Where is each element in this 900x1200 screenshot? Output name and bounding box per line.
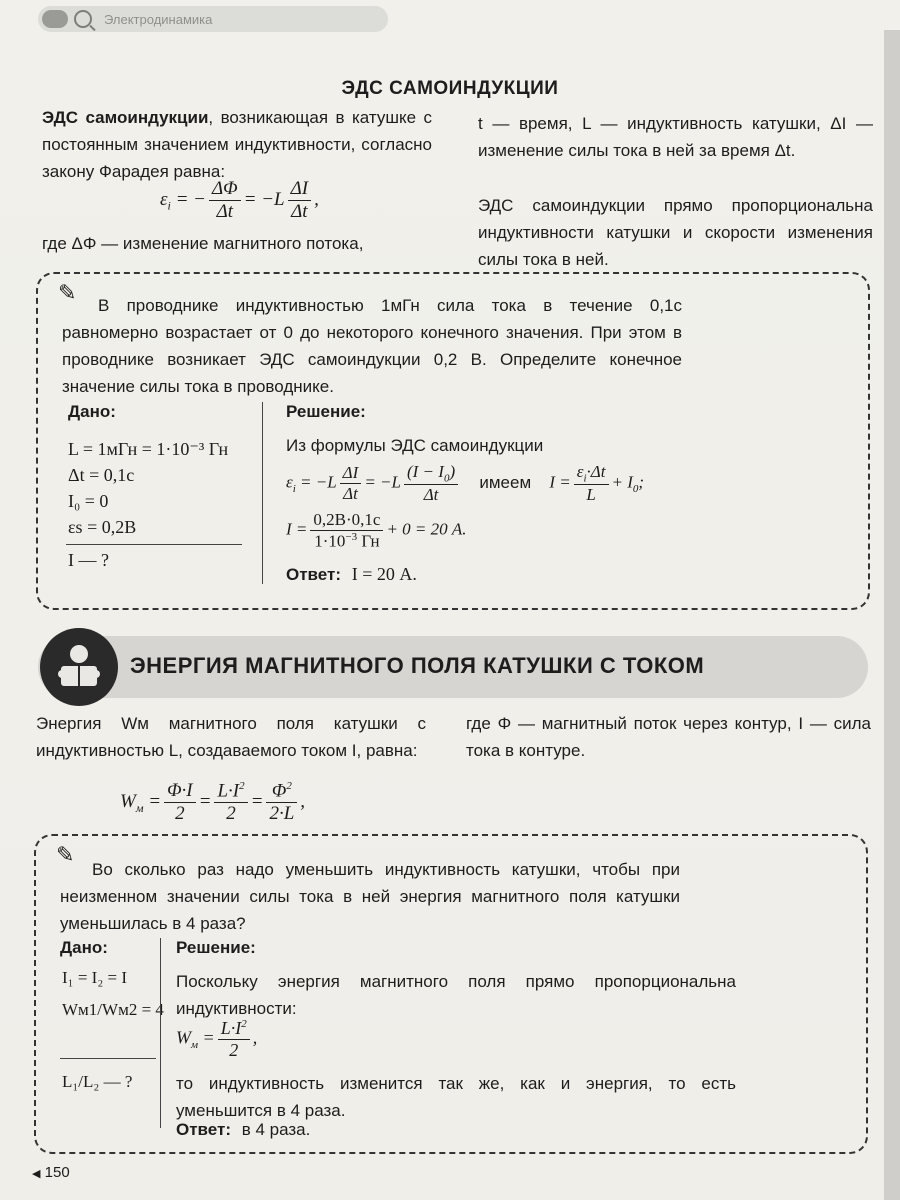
- find-2: L₁/L₂ — ?: [62, 1072, 133, 1091]
- given-list-1: [68, 436, 228, 540]
- given-item: Δt = 0,1с: [68, 465, 135, 485]
- given-title-2: Дано:: [60, 938, 108, 957]
- given-2-currents: I₁ = I₂ = I: [62, 968, 128, 987]
- variables-note: t — время, L — индуктивность катушки, ΔI — изменение силы тока в ней за время Δt.: [478, 114, 873, 160]
- answer-value-2: в 4 раза.: [241, 1120, 311, 1139]
- section-title-emf: ЭДС САМОИНДУКЦИИ: [341, 78, 559, 99]
- solution-2-formula: $W_м$ = $\frac{L\cdot I^2}{2}$ ,: [176, 1018, 258, 1060]
- pencil-icon: ✎: [56, 842, 75, 867]
- page-number: [32, 1164, 70, 1181]
- energy-definition: Энергия Wм магнитного поля катушки с индуктивностью L, создаваемого током I, равна:: [36, 714, 426, 760]
- emf-definition: [42, 104, 432, 185]
- answer-2: [176, 1120, 310, 1140]
- answer-label-2: Ответ:: [176, 1120, 231, 1139]
- page-edge: [884, 30, 900, 1200]
- problem-1-statement: В проводнике индуктивностью 1мГн сила тока в течение 0,1с равномерно возрастает от 0 до некоторого конечного значения. При этом в проводнике возникает ЭДС самоиндукции 0,2 В. Определите конечное значение силы тока в проводнике.: [62, 296, 682, 396]
- solution-1-formula: $\varepsilon_i = -L$ $\frac{\Delta I}{\Delta t}$ = −L $\frac{(I - I_0)}{\Delta t}$ имеем I = $\frac{\varepsilon_i\cdot\Delta t}{L}$ + $I_0$;: [286, 462, 645, 505]
- search-icon: [74, 10, 92, 28]
- given-item: I₀ = 0: [68, 491, 109, 511]
- flux-note: где ΔΦ — изменение магнитного потока,: [42, 234, 364, 253]
- solution-title-2: Решение:: [176, 938, 256, 957]
- emf-definition-text: , возникающая в катушке с постоянным значением индуктивности, согласно закону Фарадея равна:: [42, 108, 433, 181]
- reader-icon: [40, 628, 118, 706]
- given-title-1: Дано:: [68, 402, 116, 421]
- answer-1: [286, 564, 417, 585]
- given-separator-1: [66, 544, 242, 545]
- page-number-text: 150: [44, 1164, 70, 1181]
- faraday-formula: $\varepsilon_i$ = − $\frac{\Delta\Phi}{\Delta t}$ = −L $\frac{\Delta I}{\Delta t}$ ,: [160, 178, 319, 222]
- solution-1-calc: I = $\frac{0,2В\cdot 0,1с}{1\cdot 10^{-3} Гн}$ + 0 = 20 А.: [286, 510, 467, 551]
- given-divider-1: [262, 402, 263, 584]
- solution-title-1: Решение:: [286, 402, 366, 421]
- given-item: L = 1мГн = 1·10⁻³ Гн: [68, 439, 229, 459]
- page-arrow-icon: ◀: [32, 1168, 41, 1180]
- answer-value-1: I = 20 А.: [351, 564, 417, 584]
- given-divider-2: [160, 938, 161, 1128]
- given-item: εs = 0,2В: [68, 517, 137, 537]
- pencil-icon: ✎: [58, 280, 77, 305]
- solution-2-intro: Поскольку энергия магнитного поля прямо пропорциональна индуктивности:: [176, 972, 736, 1018]
- given-2-energy-ratio: Wм1/Wм2 = 4: [62, 1000, 164, 1019]
- menu-pill-icon: [42, 10, 68, 28]
- answer-label-1: Ответ:: [286, 565, 341, 584]
- section-title-energy: ЭНЕРГИЯ МАГНИТНОГО ПОЛЯ КАТУШКИ С ТОКОМ: [130, 653, 705, 678]
- proportionality-note: ЭДС самоиндукции прямо пропорциональна индуктивности катушки и скорости изменения силы тока в ней.: [478, 196, 873, 269]
- flux-definition: где Φ — магнитный поток через контур, I — сила тока в контуре.: [466, 714, 871, 760]
- given-separator-2: [60, 1058, 156, 1059]
- find-1: I — ?: [68, 550, 109, 570]
- solution-2-conclusion: то индуктивность изменится так же, как и энергия, то есть уменьшится в 4 раза.: [176, 1074, 736, 1120]
- breadcrumb-bar: [38, 6, 388, 32]
- solution-1-intro: Из формулы ЭДС самоиндукции: [286, 436, 544, 455]
- breadcrumb: Электродинамика: [104, 11, 213, 27]
- emf-term: ЭДС самоиндукции: [42, 108, 209, 127]
- problem-2-statement: Во сколько раз надо уменьшить индуктивность катушки, чтобы при неизменном значении силы тока в ней энергия магнитного поля катушки уменьшилась в 4 раза?: [60, 860, 680, 933]
- energy-formula: $W_м$ = $\frac{\Phi\cdot I}{2}$ = $\frac{L\cdot I^2}{2}$ = $\frac{\Phi^2}{2\cdot L}$ ,: [120, 780, 306, 825]
